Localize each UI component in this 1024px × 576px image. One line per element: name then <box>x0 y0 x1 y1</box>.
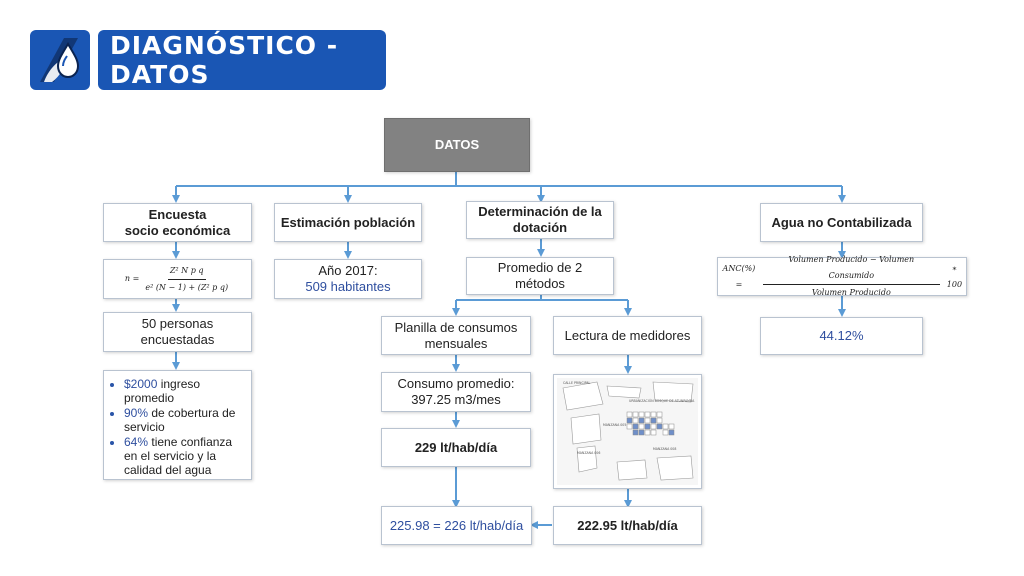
survey-results-list <box>110 377 247 478</box>
planilla-result-node: 229 lt/hab/día <box>381 428 531 467</box>
formula-numerator: Z² N p q <box>168 263 206 280</box>
consumo-node: Consumo promedio: 397.25 m3/mes <box>381 372 531 412</box>
formula-lhs: n = <box>124 274 140 283</box>
map-label-manzana-2: MANZANA 006 <box>577 451 601 455</box>
anc-formula-denominator: Volumen Producido <box>811 288 891 297</box>
list-item: • 90% de cobertura de servicio <box>124 406 247 434</box>
list-item: • $2000 ingreso promedio <box>124 377 247 405</box>
meter-map-box <box>553 374 702 489</box>
formula-fraction <box>143 263 230 296</box>
sample-formula <box>125 263 230 296</box>
list-item: • 64% tiene confianza en el servicio y la calidad del agua <box>124 435 247 477</box>
meter-map-image <box>557 378 698 485</box>
anc-formula <box>718 252 966 301</box>
lectura-node: Lectura de medidores <box>553 316 702 355</box>
map-label-manzana-1: MANZANA 005 <box>603 423 627 427</box>
map-label-calle: CALLE PRINCIPAL <box>563 381 591 385</box>
page-title: DIAGNÓSTICO - DATOS <box>98 30 386 90</box>
formula-denominator: e² (N − 1) + (Z² p q) <box>145 282 229 292</box>
planilla-node: Planilla de consumos mensuales <box>381 316 531 355</box>
map-label-manzana-3: MANZANA 008 <box>653 447 677 451</box>
anc-result-node: 44.12% <box>760 317 923 355</box>
root-node: DATOS <box>384 118 530 172</box>
map-label-urbanizacion: URBANIZACIÓN BOSQUE DE ATUNPAMBA <box>629 399 695 403</box>
anc-formula-box <box>717 257 967 296</box>
anc-node: Agua no Contabilizada <box>760 203 923 242</box>
anc-formula-lhs: ANC(%) = <box>722 263 756 289</box>
sample-formula-box <box>103 259 252 299</box>
promedio-node: Promedio de 2 métodos <box>466 257 614 295</box>
encuesta-title-line2: socio económica <box>124 222 231 238</box>
anc-formula-fraction <box>763 252 940 301</box>
dotacion-node: Determinación de la dotación <box>466 201 614 239</box>
poblacion-node: Estimación población <box>274 203 422 242</box>
encuesta-node <box>103 203 252 242</box>
survey-results-box <box>103 370 252 480</box>
anc-formula-numerator: Volumen Producido − Volumen Consumido <box>763 252 940 285</box>
poblacion-year: Año 2017: <box>318 263 378 278</box>
sample-size-box: 50 personas encuestadas <box>103 312 252 352</box>
anc-formula-tail: ∗ 100 <box>946 263 963 289</box>
encuesta-title-line1: Encuesta <box>148 206 207 222</box>
lectura-result-node: 222.95 lt/hab/día <box>553 506 702 545</box>
poblacion-result-box <box>274 259 422 299</box>
poblacion-habitantes: 509 habitantes <box>305 279 391 294</box>
final-dotacion-node: 225.98 = 226 lt/hab/día <box>381 506 532 545</box>
